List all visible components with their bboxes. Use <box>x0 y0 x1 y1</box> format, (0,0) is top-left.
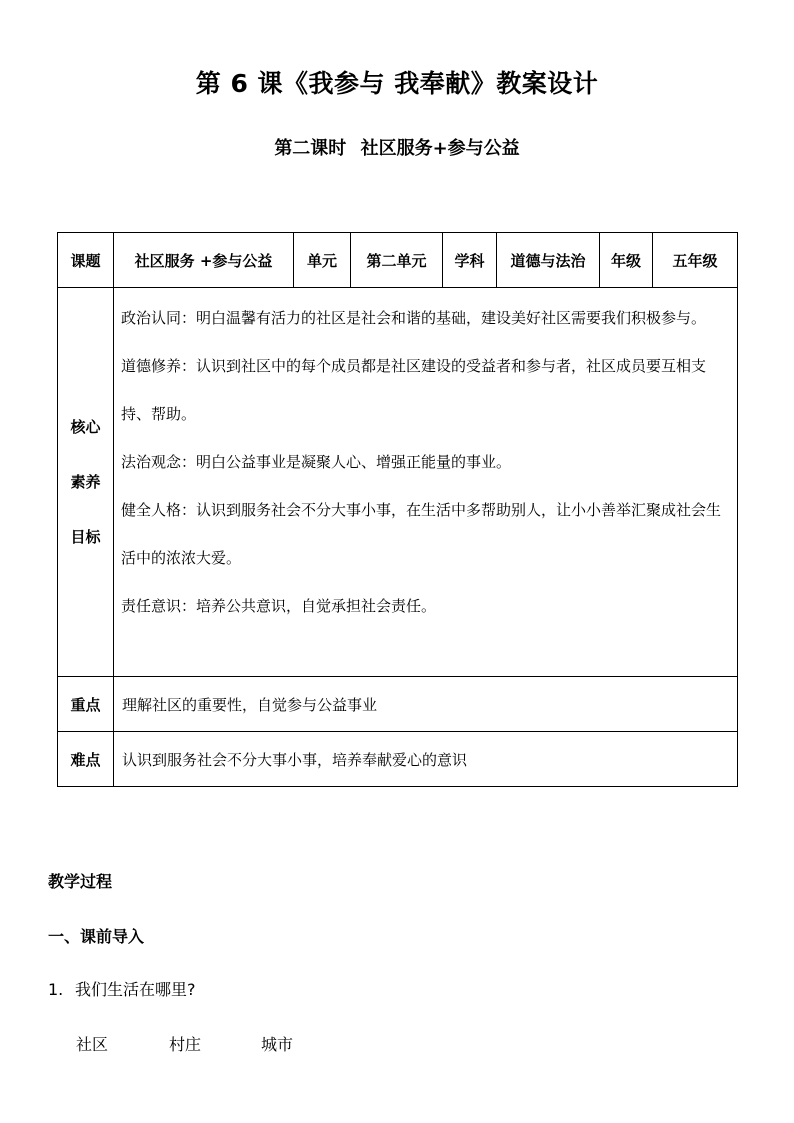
question-number: 1. <box>48 980 64 999</box>
answer-item: 社区 <box>76 1035 109 1054</box>
subject-label: 学科 <box>443 233 497 288</box>
subject-value: 道德与法治 <box>497 233 600 288</box>
core-literacy-row <box>58 288 738 677</box>
core-label-line: 素养 <box>70 472 101 491</box>
section-heading-intro: 一、课前导入 <box>48 927 145 946</box>
core-literacy-content <box>114 288 738 677</box>
table-header-row <box>58 233 738 288</box>
key-point-label: 重点 <box>58 677 114 732</box>
difficult-point-value: 认识到服务社会不分大事小事，培养奉献爱心的意识 <box>114 732 738 787</box>
key-point-row <box>58 677 738 732</box>
question-text: 我们生活在哪里? <box>75 980 196 999</box>
unit-label: 单元 <box>294 233 351 288</box>
process-heading: 教学过程 <box>48 872 113 891</box>
difficult-point-label: 难点 <box>58 732 114 787</box>
question-1 <box>48 977 196 1000</box>
topic-label: 课题 <box>58 233 114 288</box>
grade-value: 五年级 <box>653 233 738 288</box>
core-item-responsibility: 责任意识：培养公共意识，自觉承担社会责任。 <box>121 597 437 615</box>
difficult-point-row <box>58 732 738 787</box>
core-item-political: 政治认同：明白温馨有活力的社区是社会和谐的基础，建设美好社区需要我们积极参与。 <box>121 309 707 327</box>
grade-label: 年级 <box>600 233 653 288</box>
core-item-law: 法治观念：明白公益事业是凝聚人心、增强正能量的事业。 <box>121 453 512 471</box>
core-label-line: 目标 <box>70 527 101 546</box>
core-literacy-label <box>58 288 114 677</box>
answer-list <box>76 1032 293 1055</box>
core-item-personality: 健全人格：认识到服务社会不分大事小事，在生活中多帮助别人，让小小善举汇聚成社会生活中的浓浓大爱。 <box>121 501 722 567</box>
answer-item: 城市 <box>261 1035 294 1054</box>
topic-value: 社区服务 +参与公益 <box>114 233 294 288</box>
key-point-value: 理解社区的重要性，自觉参与公益事业 <box>114 677 738 732</box>
lesson-plan-table <box>57 232 738 787</box>
page-subtitle: 第二课时 社区服务+参与公益 <box>274 138 520 159</box>
core-label-line: 核心 <box>70 417 101 436</box>
answer-item: 村庄 <box>169 1035 202 1054</box>
unit-value: 第二单元 <box>351 233 443 288</box>
core-item-moral: 道德修养：认识到社区中的每个成员都是社区建设的受益者和参与者，社区成员要互相支持、帮助。 <box>121 357 707 423</box>
page-title: 第 6 课《我参与 我奉献》教案设计 <box>195 69 599 98</box>
